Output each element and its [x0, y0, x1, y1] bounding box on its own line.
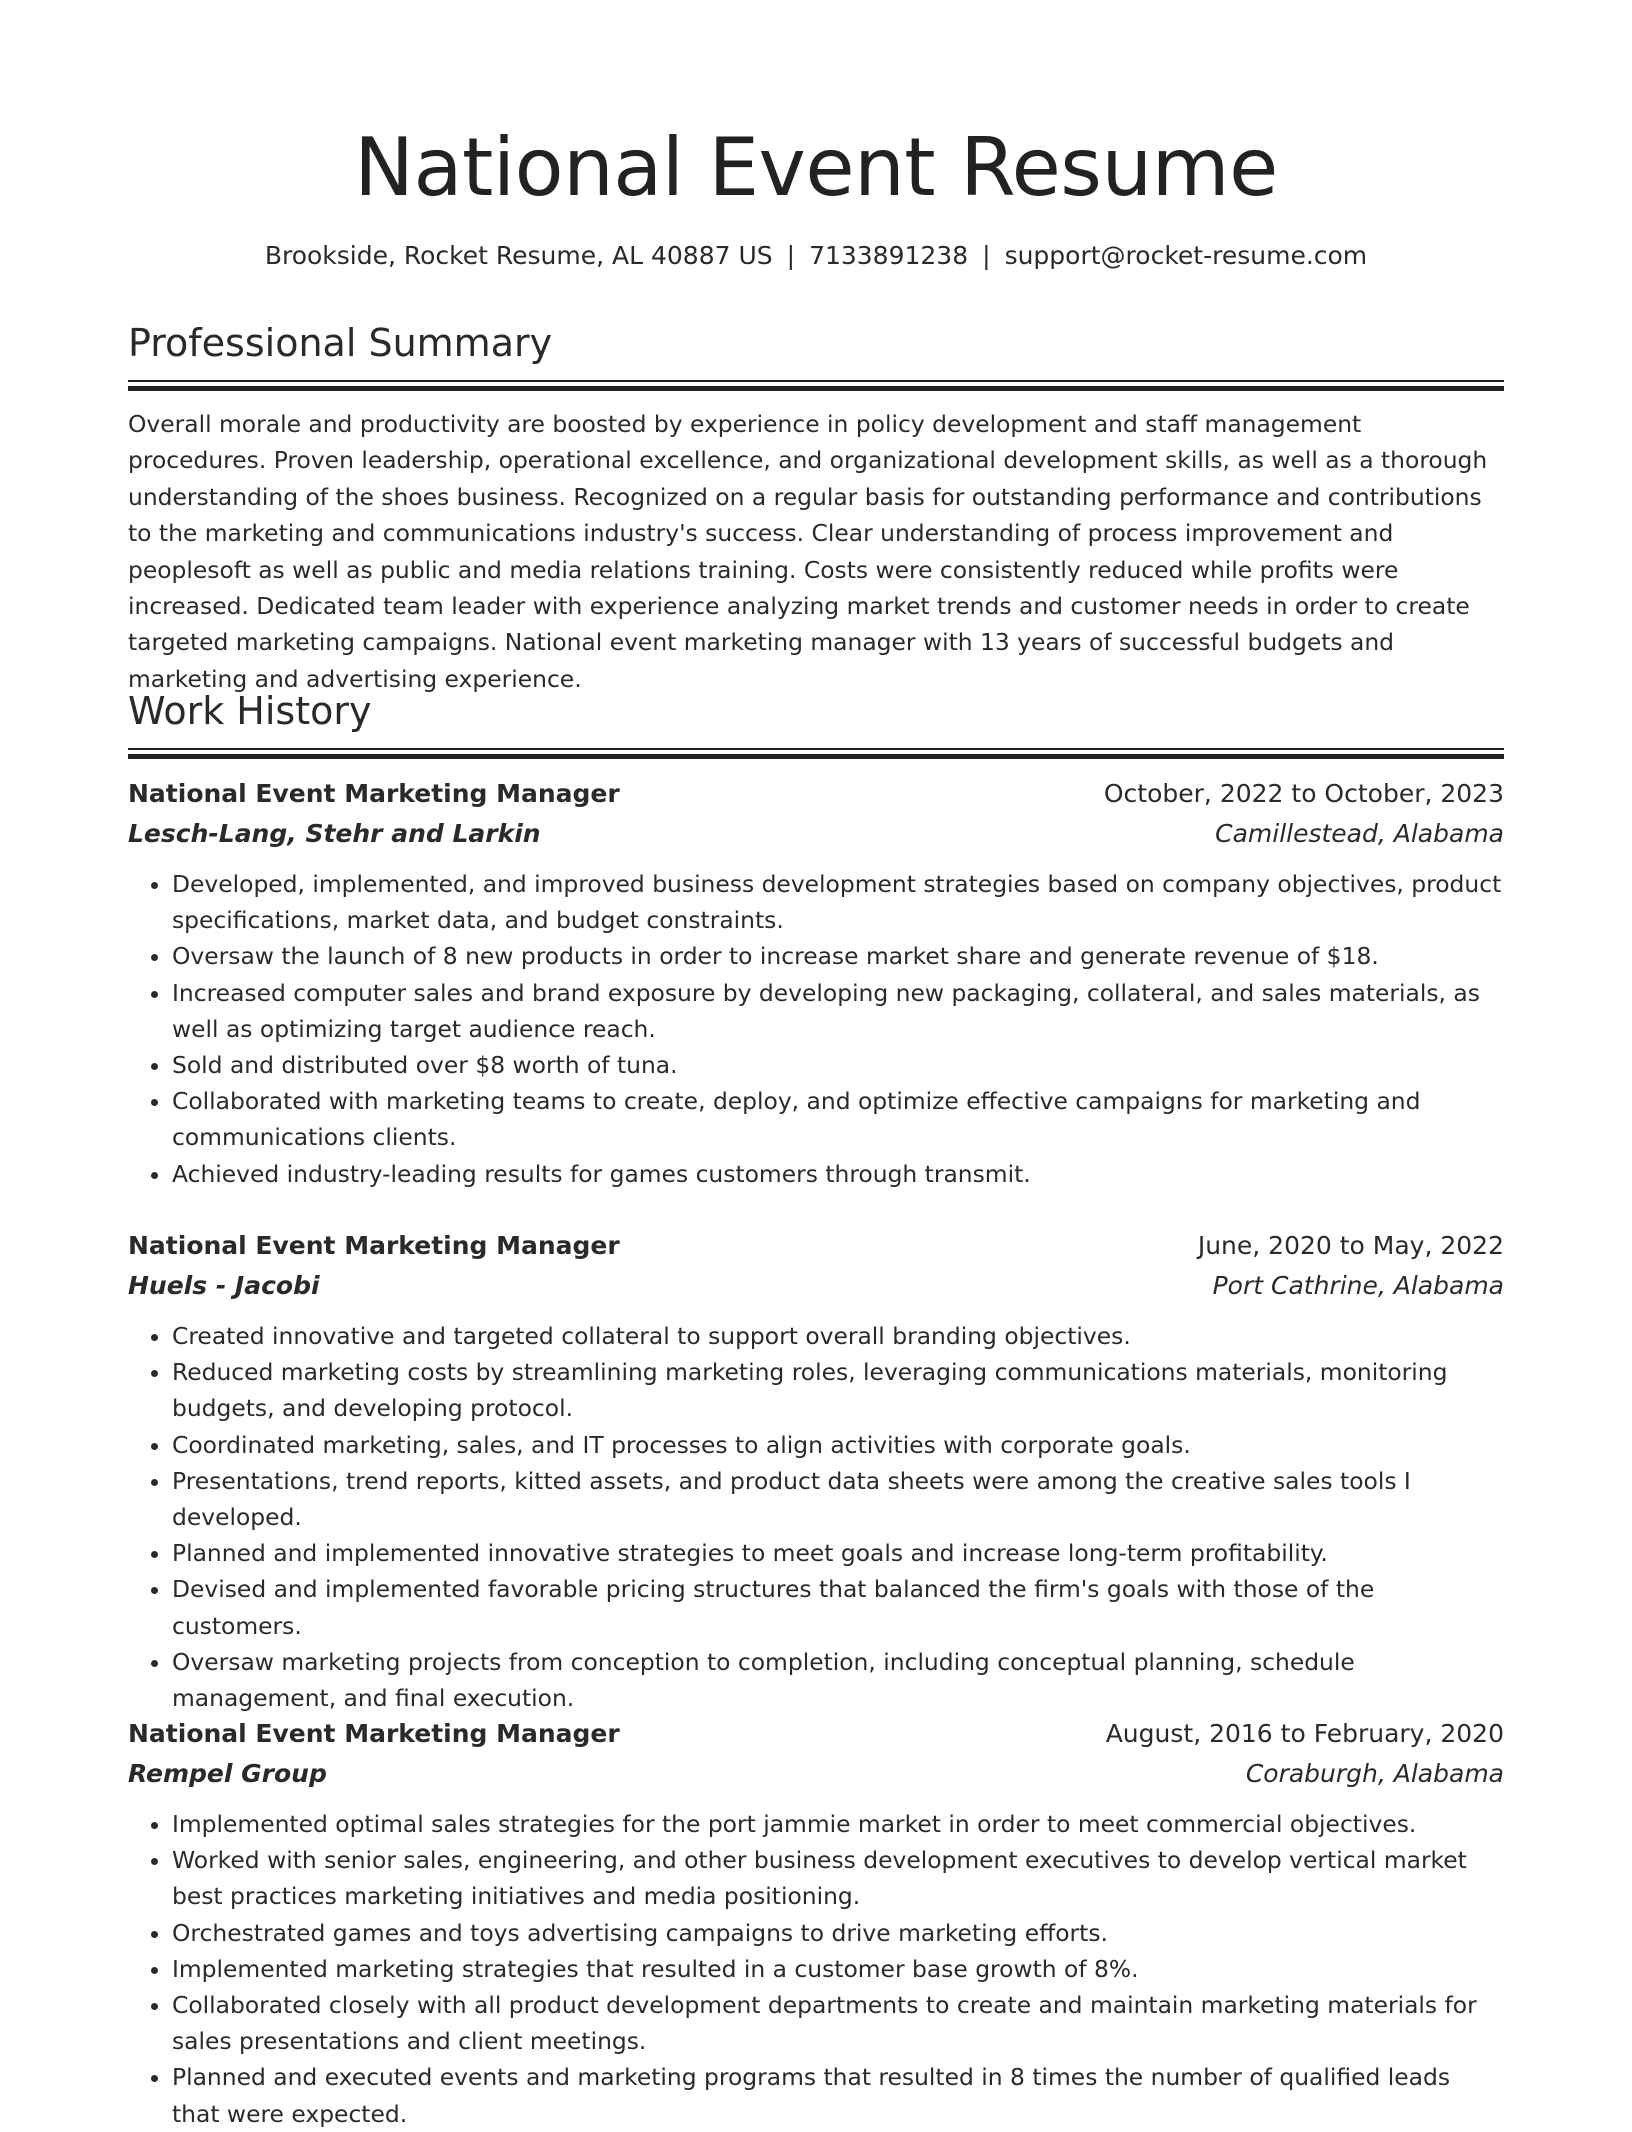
list-item: • Planned and executed events and marketing programs that resulted in 8 times the number of qualified leads that were expected.	[172, 2059, 1504, 2131]
list-item: • Achieved industry-leading results for games customers through transmit.	[172, 1156, 1504, 1192]
contact-phone: 7133891238	[809, 241, 969, 270]
list-item: • Worked with senior sales, engineering, and other business development executives to develop vertical market best practices marketing initiatives and media positioning.	[172, 1842, 1504, 1914]
job-dates: August, 2016 to February, 2020	[1105, 1719, 1504, 1748]
list-item: • Coordinated marketing, sales, and IT processes to align activities with corporate goals.	[172, 1427, 1504, 1463]
job-location: Camillestead, Alabama	[1215, 819, 1504, 848]
work-history-section	[128, 686, 1504, 760]
contact-address: Brookside, Rocket Resume, AL 40887 US	[264, 241, 773, 270]
summary-text: Overall morale and productivity are boosted by experience in policy development and staff management procedures. Proven leadership, operational excellence, and organizational development skills, as well as a thorough understanding of the shoes business. Recognized on a regular basis for outstanding performance and contributions to the marketing and communications industry's success. Clear understanding of process improvement and peoplesoft as well as public and media relations training. Costs were consistently reduced while profits were increased. Dedicated team leader with experience analyzing market trends and customer needs in order to create targeted marketing campaigns. National event marketing manager with 13 years of successful budgets and marketing and advertising experience.	[128, 410, 1488, 693]
list-item: • Created innovative and targeted collateral to support overall branding objectives.	[172, 1318, 1504, 1354]
job-location: Port Cathrine, Alabama	[1212, 1271, 1504, 1300]
job-title: National Event Marketing Manager	[128, 779, 620, 808]
section-title-work-history: Work History	[128, 689, 372, 733]
list-item: • Oversaw the launch of 8 new products in order to increase market share and generate revenue of $18.	[172, 938, 1504, 974]
job-bullets	[128, 1806, 1504, 2132]
job-title: National Event Marketing Manager	[128, 1719, 620, 1748]
job-bullets	[128, 1318, 1504, 1716]
section-divider	[128, 380, 1504, 392]
list-item: • Implemented optimal sales strategies for the port jammie market in order to meet commercial objectives.	[172, 1806, 1504, 1842]
list-item: • Collaborated with marketing teams to create, deploy, and optimize effective campaigns for marketing and communications clients.	[172, 1083, 1504, 1155]
job-entry-1	[128, 774, 1504, 1192]
list-item: • Oversaw marketing projects from conception to completion, including conceptual planning, schedule management, and final execution.	[172, 1644, 1504, 1716]
job-company: Rempel Group	[128, 1759, 327, 1788]
job-dates: June, 2020 to May, 2022	[1197, 1231, 1504, 1260]
resume-title: National Event Resume	[354, 121, 1278, 214]
job-entry-3	[128, 1714, 1504, 2132]
list-item: • Increased computer sales and brand exposure by developing new packaging, collateral, and sales materials, as well as optimizing target audience reach.	[172, 975, 1504, 1047]
section-title-summary: Professional Summary	[128, 321, 553, 365]
job-title: National Event Marketing Manager	[128, 1231, 620, 1260]
list-item: • Sold and distributed over $8 worth of tuna.	[172, 1047, 1504, 1083]
contact-email: support@rocket-resume.com	[1004, 241, 1368, 270]
contact-separator: |	[982, 241, 991, 270]
list-item: • Presentations, trend reports, kitted assets, and product data sheets were among the creative sales tools I developed.	[172, 1463, 1504, 1535]
section-divider	[128, 748, 1504, 760]
contact-line	[128, 238, 1504, 274]
professional-summary-section	[128, 318, 1504, 697]
job-bullets	[128, 866, 1504, 1192]
list-item: • Implemented marketing strategies that resulted in a customer base growth of 8%.	[172, 1951, 1504, 1987]
job-company: Lesch-Lang, Stehr and Larkin	[128, 819, 541, 848]
job-dates: October, 2022 to October, 2023	[1103, 779, 1504, 808]
list-item: • Planned and implemented innovative strategies to meet goals and increase long-term profitability.	[172, 1535, 1504, 1571]
job-location: Coraburgh, Alabama	[1245, 1759, 1504, 1788]
contact-separator: |	[786, 241, 796, 270]
list-item: • Devised and implemented favorable pricing structures that balanced the firm's goals with those of the customers.	[172, 1571, 1504, 1643]
list-item: • Orchestrated games and toys advertising campaigns to drive marketing efforts.	[172, 1915, 1504, 1951]
job-entry-2	[128, 1226, 1504, 1716]
list-item: • Reduced marketing costs by streamlining marketing roles, leveraging communications materials, monitoring budgets, and developing protocol.	[172, 1354, 1504, 1426]
list-item: • Collaborated closely with all product development departments to create and maintain marketing materials for sales presentations and client meetings.	[172, 1987, 1504, 2059]
job-company: Huels - Jacobi	[128, 1271, 320, 1300]
list-item: • Developed, implemented, and improved business development strategies based on company objectives, product specifications, market data, and budget constraints.	[172, 866, 1504, 938]
